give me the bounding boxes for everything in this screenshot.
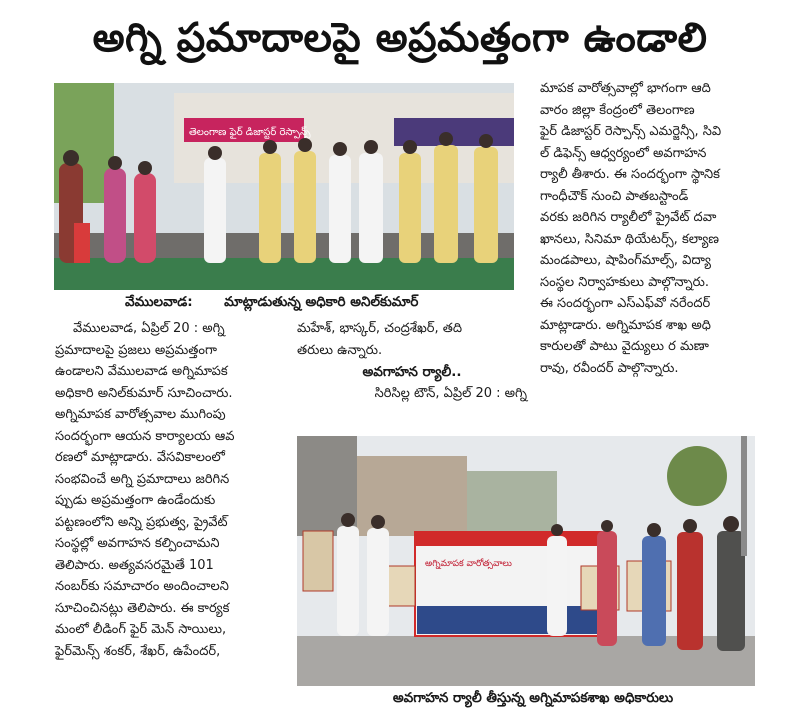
article-column-3: [540, 78, 752, 379]
text-line: మహేశ్, భాస్కర్, చంద్రశేఖర్, తది: [297, 321, 463, 336]
text-line: సూచించినట్లు తెలిపారు. ఈ కార్యక: [55, 600, 230, 616]
text-line: సంస్థల్లో అవగాహన కల్పించామని: [55, 536, 220, 551]
text-line: తెలిపారు. అత్యవసరమైతే 101: [55, 557, 214, 573]
text-line: ఖానలు, సినిమా థియేటర్స్, కల్యాణ: [540, 231, 720, 247]
article-column-2: [297, 318, 527, 405]
text-line: ప్రమాదాలపై ప్రజలు అప్రమత్తంగా: [55, 342, 217, 358]
photo1-banner-text: తెలంగాణ ఫైర్ డిజాస్టర్ రెస్పాన్స్: [189, 127, 311, 138]
text-line: ప్పుడు అప్రమత్తంగా ఉండేందుకు: [55, 493, 216, 508]
headline: అగ్ని ప్రమాదాలపై అప్రమత్తంగా ఉండాలి: [92, 15, 708, 61]
caption-text: మాట్లాడుతున్న అధికారి అనిల్‌కుమార్: [224, 294, 419, 310]
caption-place: వేములవాడ:: [125, 294, 193, 310]
text-line: గాంధీచౌక్ నుంచి పాతబస్టాండ్: [540, 188, 689, 204]
text-line: మాట్లాడారు. అగ్నిమాపక శాఖ అధి: [540, 317, 711, 333]
photo-fire-officials-group: [54, 83, 514, 290]
text-line: సందర్భంగా ఆయన కార్యాలయ ఆవ: [55, 428, 235, 444]
text-line: పట్టణంలోని అన్ని ప్రభుత్వ, ప్రైవేట్: [55, 514, 228, 530]
text-line: మాపక వారోత్సవాల్లో భాగంగా ఆది: [540, 81, 711, 96]
text-line: సంభవించే అగ్ని ప్రమాదాలు జరిగిన: [55, 471, 230, 487]
dateline-sircilla: సిరిసిల్ల టౌన్, ఏప్రిల్ 20 : అగ్ని: [374, 386, 527, 401]
text-line: ఫైర్ డిజాస్టర్ రెస్పాన్స్ ఎమర్జెన్సీ, సివి: [540, 124, 722, 139]
caption-photo1: [125, 292, 418, 312]
subheading-rally: అవగాహన ర్యాలీ..: [362, 364, 462, 380]
text-line: నంబర్‌కు సమాచారం అందించాలని: [55, 579, 229, 594]
text-line: ఉండాలని వేములవాడ అగ్నిమాపక: [55, 364, 228, 379]
text-line: రావు, రవీందర్ పాల్గొన్నారు.: [540, 360, 679, 376]
text-line: కారులతో పాటు వైద్యులు ర మణా: [540, 339, 709, 354]
text-line: అధికారి అనిల్‌కుమార్ సూచించారు.: [55, 385, 233, 401]
caption-photo2: [338, 688, 728, 708]
caption-text: అవగాహన ర్యాలీ తీస్తున్న అగ్నిమాపకశాఖ అధికారులు: [392, 690, 674, 706]
text-line: వారం జిల్లా కేంద్రంలో తెలంగాణ: [540, 102, 695, 118]
text-line: రణలో మాట్లాడారు. వేసవికాలంలో: [55, 450, 225, 465]
photo2-banner-text: అగ్నిమాపక వారోత్సవాలు: [425, 559, 512, 569]
text-line: ఫైర్‌మెన్స్ శంకర్, శేఖర్, ఉపేందర్,: [55, 643, 221, 659]
text-line: ల్ డిఫెన్స్ ఆధ్వర్యంలో అవగాహన: [540, 145, 707, 161]
text-line: తరులు ఉన్నారు.: [297, 342, 383, 358]
text-line: సంస్థల నిర్వాహకులు పాల్గొన్నారు.: [540, 274, 709, 290]
text-line: మండపాలు, షాపింగ్‌మాల్స్, విద్యా: [540, 253, 711, 268]
text-line: వేములవాడ, ఏప్రిల్ 20 : అగ్ని: [73, 321, 225, 336]
text-line: అగ్నిమాపక వారోత్సవాల ముగింపు: [55, 407, 226, 422]
text-line: మంలో లీడింగ్ ఫైర్ మెన్ సాయిలు,: [55, 622, 227, 637]
article-column-1: [55, 318, 283, 662]
photo-awareness-rally: [297, 436, 755, 686]
text-line: ఈ సందర్భంగా ఎస్ఎఫ్‌వో నరేందర్: [540, 296, 711, 311]
text-line: వరకు జరిగిన ర్యాలీలో ప్రైవేట్ దవా: [540, 210, 717, 225]
text-line: ర్యాలీ తీశారు. ఈ సందర్భంగా స్థానిక: [540, 167, 720, 182]
